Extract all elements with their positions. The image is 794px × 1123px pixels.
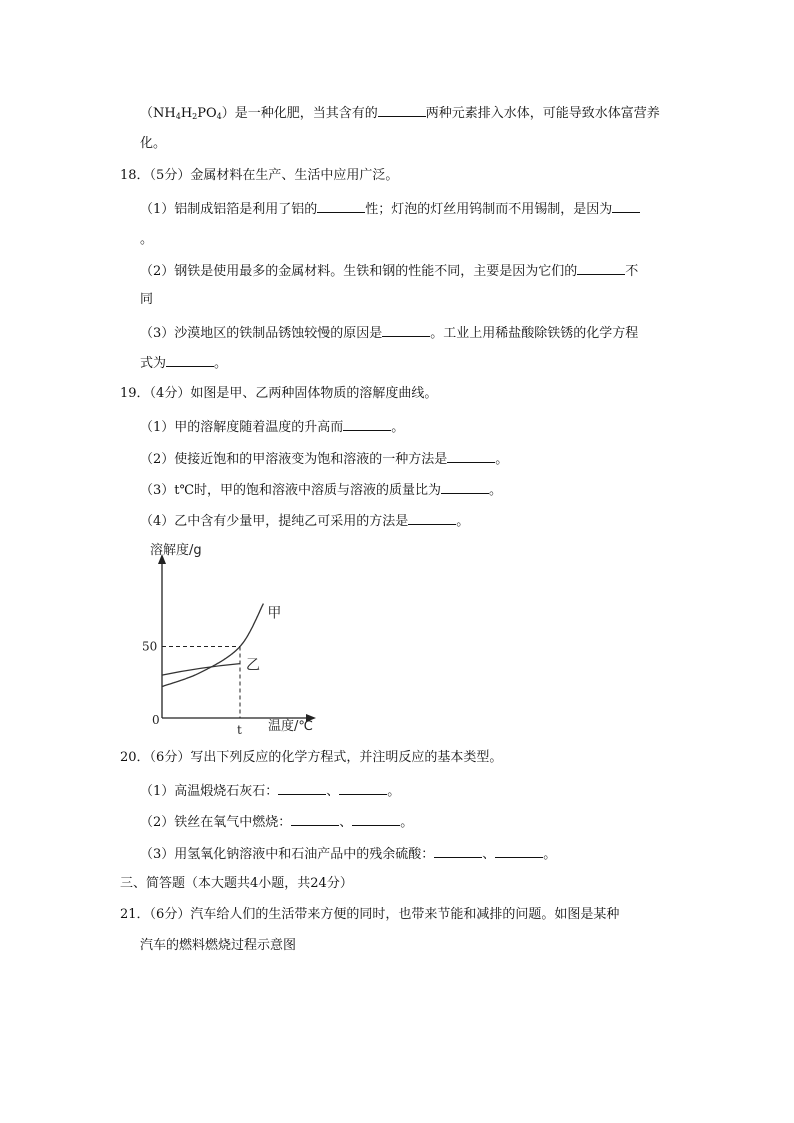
- answer-blank[interactable]: [378, 104, 426, 117]
- answer-blank[interactable]: [408, 512, 456, 525]
- text: 两种元素排入水体，可能导致水体富营养: [425, 106, 660, 121]
- text: 。: [400, 815, 414, 830]
- question-18-part2-end: [140, 292, 153, 308]
- line-fertilizer: [140, 104, 660, 125]
- answer-blank[interactable]: [291, 813, 339, 826]
- question-text: 19．（4分）如图是甲、乙两种固体物质的溶解度曲线。: [120, 386, 438, 401]
- text: （2）钢铁是使用最多的金属材料。生铁和钢的性能不同，主要是因为它们的: [140, 264, 578, 279]
- text: （3）沙漠地区的铁制品锈蚀较慢的原因是: [140, 326, 383, 341]
- section-heading: [120, 876, 353, 892]
- subscript: 2: [192, 112, 198, 121]
- text: 式为: [140, 356, 167, 371]
- answer-blank[interactable]: [278, 782, 326, 795]
- question-text: 汽车的燃料燃烧过程示意图: [140, 938, 297, 953]
- question-20-part3: [140, 845, 556, 863]
- question-18-part1: [140, 200, 640, 218]
- line-continuation: [140, 136, 166, 152]
- text: 。: [489, 483, 503, 498]
- question-20-part1: [140, 782, 400, 800]
- question-21-continued: [140, 938, 296, 954]
- text: （3）用氢氧化钠溶液中和石油产品中的残余硫酸：: [140, 847, 435, 862]
- text: ）是一种化肥，当其含有的: [221, 106, 378, 121]
- text: 。工业上用稀盐酸除铁锈的化学方程: [430, 326, 639, 341]
- question-18: [120, 168, 398, 184]
- question-text: 18．（5分）金属材料在生产、生活中应用广泛。: [120, 168, 399, 183]
- text: 同: [140, 292, 154, 307]
- text: 。: [214, 356, 228, 371]
- text: 。: [391, 420, 405, 435]
- series-jia-curve: [162, 604, 263, 687]
- series-yi-label: 乙: [246, 657, 260, 674]
- question-19-part4: [140, 512, 469, 530]
- answer-blank[interactable]: [166, 354, 214, 367]
- answer-blank[interactable]: [434, 845, 482, 858]
- text: 化。: [140, 136, 167, 151]
- answer-blank[interactable]: [441, 481, 489, 494]
- answer-blank[interactable]: [352, 813, 400, 826]
- text: （3）t℃时，甲的饱和溶液中溶质与溶液的质量比为: [140, 483, 442, 498]
- section-title: 三、简答题（本大题共4小题，共24分）: [120, 876, 353, 891]
- question-18-part3: [140, 324, 638, 342]
- text: 。: [387, 784, 401, 799]
- text: （1）甲的溶解度随着温度的升高而: [140, 420, 344, 435]
- answer-blank[interactable]: [447, 450, 495, 463]
- origin-label: 0: [152, 713, 160, 727]
- text: （1）高温煅烧石灰石：: [140, 784, 279, 799]
- answer-blank[interactable]: [317, 200, 365, 213]
- text: （2）铁丝在氧气中燃烧：: [140, 815, 292, 830]
- question-18-part1-end: [140, 232, 153, 248]
- text: 。: [140, 232, 154, 247]
- answer-blank[interactable]: [343, 418, 391, 431]
- question-18-part3-end: [140, 354, 227, 372]
- x-tick-label: t: [237, 723, 242, 734]
- series-yi-curve: [162, 664, 240, 675]
- x-axis-label: 温度/℃: [268, 719, 313, 734]
- text: 、: [326, 784, 340, 799]
- question-text: 20．（6分）写出下列反应的化学方程式，并注明反应的基本类型。: [120, 750, 503, 765]
- text: 。: [543, 847, 557, 862]
- question-text: 21．（6分）汽车给人们的生活带来方便的同时，也带来节能和减排的问题。如图是某种: [120, 907, 620, 922]
- subscript: 4: [175, 112, 181, 121]
- solubility-chart: [138, 538, 328, 734]
- answer-blank[interactable]: [382, 324, 430, 337]
- formula-part: （NH: [140, 106, 176, 121]
- question-21: [120, 907, 619, 923]
- text: 、: [339, 815, 353, 830]
- answer-blank[interactable]: [612, 200, 640, 213]
- text: （4）乙中含有少量甲，提纯乙可采用的方法是: [140, 514, 409, 529]
- text: 。: [495, 452, 509, 467]
- question-19-part1: [140, 418, 404, 436]
- question-18-part2: [140, 262, 638, 280]
- text: （1）铝制成铝箔是利用了铝的: [140, 202, 318, 217]
- question-19-part3: [140, 481, 502, 499]
- text: 性；灯泡的灯丝用钨制而不用锡制，是因为: [365, 202, 613, 217]
- formula-part: H: [180, 106, 193, 121]
- question-20: [120, 750, 502, 766]
- formula-part: PO: [197, 106, 217, 121]
- answer-blank[interactable]: [339, 782, 387, 795]
- question-19-part2: [140, 450, 508, 468]
- text: 。: [456, 514, 470, 529]
- text: 不: [625, 264, 639, 279]
- subscript: 4: [216, 112, 222, 121]
- question-20-part2: [140, 813, 413, 831]
- y-axis-label: 溶解度/g: [150, 543, 202, 558]
- text: 、: [482, 847, 496, 862]
- answer-blank[interactable]: [577, 262, 625, 275]
- series-jia-label: 甲: [267, 605, 282, 622]
- text: （2）使接近饱和的甲溶液变为饱和溶液的一种方法是: [140, 452, 448, 467]
- y-tick-label: 50: [142, 639, 158, 654]
- answer-blank[interactable]: [495, 845, 543, 858]
- question-19: [120, 386, 437, 402]
